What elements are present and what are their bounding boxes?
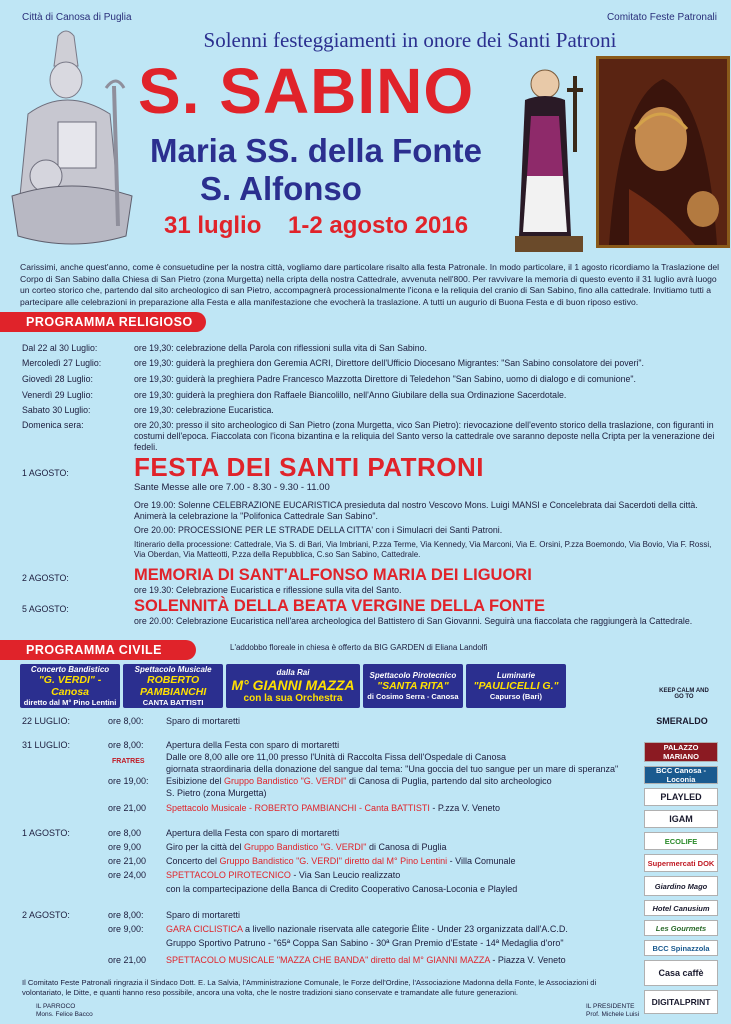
parroco-signature: IL PARROCO Mons. Felice Bacco	[36, 1003, 93, 1018]
sponsor-logo: BCC Spinazzola	[644, 940, 718, 956]
feast-title: FESTA DEI SANTI PATRONI	[134, 452, 484, 482]
poster: Città di Canosa di Puglia Comitato Feste Patronali Solenni festeggiamenti in onore dei Santi Patroni S. SABINO Maria SS. della Fonte S. Alfonso 31 luglio 1-2 agosto 2016 Carissimi, anche quest'anno, come è consuetudine per la nostra città, vogliamo dare particolare risalto alla festa Patronale. In modo particolare, il 1 agosto ricordiamo la Traslazione del Corpo di San Sabino dalla Chiesa di San Pietro (zona Murgetta) nella cripta della nostra Cattedrale, avvenuta nell'800. Per ravvivare la memoria di questo evento il 31 luglio avrà luogo un corteo storico che, partendo dal sito archeologico di san Pietro, accompagnerà processionalmente l'icona e la reliquia del cranio di San Sabino, fino alla cattedrale. Invitiamo tutti a partecipare alle celebrazioni in preparazione alla Festa e alla manifestazione che evocherà la traslazione. A tutti un augurio di Buona Festa e di buon riposo estivo. PROGRAMMA RELIGIOSO Dal 22 al 30 Luglio: ore 19,30: celebrazione della Parola con riflessioni sulla vita di San Sabino. Mercoledì 27 Luglio: ore 19,30: guiderà la preghiera don Geremia ACRI, Direttore dell'Ufficio Diocesano Migrantes: "San Sabino consolatore dei poveri". Giovedì 28 Luglio: ore 19,30: guiderà la preghiera Padre Francesco Mazzotta Direttore di Teledehon "San Sabino, uomo di dialogo e di comunione". Venerdì 29 Luglio: ore 19,30: guiderà la preghiera don Raffaele Biancolillo, nell'Anno Giubilare della sua Ordinazione Sacerdotale. Sabato 30 Luglio: ore 19,30: celebrazione Eucaristica. Domenica sera: ore 20,30: presso il sito archeologico di San Pietro (zona Murgetta, vico San Pietro): rievocazione dell'evento storico della traslazione, con figuranti in costumi dell'epoca. Fiaccolata con l'icona bizantina e la reliquia del Santo verso la cattedrale ove saranno deposte nella Cripta per la venerazione dei fedeli. 1 AGOSTO: FESTA DEI SANTI PATRONI Sante Messe alle ore 7.00 - 8.30 - 9.30 - 11.00 Ore 19.00: Solenne CELEBRAZIONE EUCARISTICA presieduta dal nostro Vescovo Mons. Luigi MANSI e Concelebrata dai Sacerdoti della città. Animerà la celebrazione la "Polifonica Cattedrale San Sabino". Ore 20.00: PROCESSIONE PER LE STRADE DELLA CITTA' con i Simulacri dei Santi Patroni. Itinerario della processione: Cattedrale, Via S. di Bari, Via Imbriani, P.zza Terme, Via Kennedy, Via Marconi, Via E. Orsini, P.zza Boemondo, Via Bovio, Via F. Rossi, Via Oberdan, Via Matteotti, P.zza della Repubblica, C.so San Sabino, Cattedrale. 2 AGOSTO: MEMORIA DI SANT'ALFONSO MARIA DEI LIGUORI ore 19.30: Celebrazione Eucaristica e riflessione sulla vita del Santo. 5 AGOSTO: SOLENNITÀ DELLA BEATA VERGINE DELLA FONTE ore 20.00: Celebrazione Eucaristica nell'area archeologica del Battistero di San Giovanni. Seguirà una fiaccolata che raggiungerà la Cattedrale. PROGRAMMA CIVILE L'addobbo floreale in chiesa è offerto da BIG GARDEN di Eliana Landolfi Concerto Bandistico "G. VERDI" - Canosa diretto dal M° Pino Lentini Spettacolo Musicale ROBERTO PAMBIANCHI CANTA BATTISTI dalla Rai M° GIANNI MAZZA con la sua Orchestra Spettacolo Pirotecnico "SANTA RITA" di Cosimo Serra - Canosa Luminarie "PAULICELLI G." Capurso (Bari) 22 LUGLIO: ore 8,00: Sparo di mortaretti 31 LUGLIO: ore 8,00: Apertura della Festa con sparo di mortaretti Dalle ore 8,00 alle ore 11,00 presso l'Unità di Raccolta Fissa dell'Ospedale di Canosa FRATRES giornata straordinaria della donazione del sangue dal tema: "Una goccia del tuo sangue per un mare di speranza" ore 19,00: Esibizione del Gruppo Bandistico "G. VERDI" di Canosa di Puglia, partendo dal sito archeologico S. Pietro (zona Murgetta) ore 21,00 Spettacolo Musicale - ROBERTO PAMBIANCHI - Canta BATTISTI - P.zza V. Veneto 1 AGOSTO: ore 8,00 Apertura della Festa con sparo di mortaretti ore 9,00 Giro per la città del Gruppo Bandistico "G. VERDI" di Canosa di Puglia ore 21,00 Concerto del Gruppo Bandistico "G. VERDI" diretto dal M° Pino Lentini - Villa Comunale ore 24,00 SPETTACOLO PIROTECNICO - Via San Leucio realizzato con la compartecipazione della Banca di Credito Cooperativo Canosa-Loconia e Playled 2 AGOSTO: ore 8,00: Sparo di mortaretti ore 9,00: GARA CICLISTICA a livello nazionale riservata alle categorie Élite - Under 23 organizzata dall'A.C.D. Gruppo Sportivo Patruno - "65ª Coppa San Sabino - 30ª Gran Premio d'Estate - 14ª Medaglia d'oro" ore 21,00 SPETTACOLO MUSICALE "MAZZA CHE BANDA" diretto dal M° GIANNI MAZZA - Piazza V. Veneto KEEP CALM AND GO TO SMERALDO PALAZZO MARIANO BCC Canosa - Loconia PLAYLED IGAM ECOLIFE Supermercati DOK Giardino Mago Hotel Canusium Les Gourmets BCC Spinazzola Casa caffè DIGITALPRINT Il Comitato Feste Patronali ringrazia il Sindaco Dott. E. La Salvia, l'Amministrazione Comunale, le Forze dell'Ordine, l'Associazione Madonna della Fonte, le Associazioni di volontariato, le Ditte, e quanti hanno reso possibile, ancora una volta, che le nostre tradizioni siano conservate e tramandate alle future generazioni. IL PARROCO Mons. Felice Bacco IL PRESIDENTE Prof. Michele Luisi	[0, 0, 731, 1024]
civil-program-banner: PROGRAMMA CIVILE	[0, 640, 196, 660]
subtitle: Solenni festeggiamenti in onore dei Santi Patroni	[203, 28, 617, 52]
maria-title: Maria SS. della Fonte	[150, 132, 482, 169]
event-card: Spettacolo Pirotecnico "SANTA RITA" di Cosimo Serra - Canosa	[363, 664, 463, 708]
thanks-paragraph: Il Comitato Feste Patronali ringrazia il Sindaco Dott. E. La Salvia, l'Amministrazione Comunale, le Forze dell'Ordine, l'Associazione Madonna della Fonte, le Associazioni di volontariato, le Ditte, e quanti hanno reso possibile, ancora una volta, che le nostre tradizioni siano conservate e tramandate alle future generazioni.	[22, 978, 597, 997]
saint-alfonso-statue-image	[505, 56, 593, 256]
sponsor-logo: Casa caffè	[644, 960, 718, 986]
main-title: S. SABINO	[138, 55, 475, 127]
sponsor-logo: BCC Canosa - Loconia	[644, 766, 718, 784]
sponsor-logo: Supermercati DOK	[644, 854, 718, 872]
sponsor-logo: PALAZZO MARIANO	[644, 742, 718, 762]
sponsor-logo: PLAYLED	[644, 788, 718, 806]
smeraldo-logo: SMERALDO	[656, 716, 708, 726]
committee-name: Comitato Feste Patronali	[606, 12, 717, 23]
event-card: Concerto Bandistico "G. VERDI" - Canosa diretto dal M° Pino Lentini	[20, 664, 120, 708]
event-card: Luminarie "PAULICELLI G." Capurso (Bari)	[466, 664, 566, 708]
date-label: 2 AGOSTO:	[22, 573, 69, 583]
list-item: Dal 22 al 30 Luglio: ore 19,30: celebrazione della Parola con riflessioni sulla vita di San Sabino.	[22, 343, 427, 353]
list-item: Venerdì 29 Luglio: ore 19,30: guiderà la preghiera don Raffaele Biancolillo, nell'Anno Giubilare della sua Ordinazione Sacerdotale.	[22, 390, 567, 400]
madonna-icon-image	[596, 56, 730, 248]
alfonso-memorial-text: ore 19.30: Celebrazione Eucaristica e riflessione sulla vita del Santo.	[134, 585, 402, 595]
floral-note: L'addobbo floreale in chiesa è offerto da BIG GARDEN di Eliana Landolfi	[230, 643, 488, 652]
procession: Ore 20.00: PROCESSIONE PER LE STRADE DELLA CITTA' con i Simulacri dei Santi Patroni.	[134, 525, 503, 535]
religious-program-banner: PROGRAMMA RELIGIOSO	[0, 312, 206, 332]
event-cards	[20, 664, 566, 708]
event-card: dalla Rai M° GIANNI MAZZA con la sua Orchestra	[226, 664, 360, 708]
festival-dates: 31 luglio 1-2 agosto 2016	[164, 212, 469, 239]
sponsor-logo: Hotel Canusium	[644, 900, 718, 916]
procession-route: Itinerario della processione: Cattedrale, Via S. di Bari, Via Imbriani, P.zza Terme, Via Kennedy, Via Marconi, Via E. Orsini, P.zza Boemondo, Via Bovio, Via F. Rossi, Via Oberdan, Via Matteotti, P.zza della Repubblica, C.so San Sabino, Cattedrale.	[134, 540, 712, 559]
alfonso-memorial-title: MEMORIA DI SANT'ALFONSO MARIA DEI LIGUORI	[134, 566, 532, 584]
date-label: 5 AGOSTO:	[22, 604, 69, 614]
virgin-solemnity-title: SOLENNITÀ DELLA BEATA VERGINE DELLA FONTE	[134, 597, 545, 615]
virgin-solemnity-text: ore 20.00: Celebrazione Eucaristica nell'area archeologica del Battistero di San Giovanni. Seguirà una fiaccolata che raggiungerà la Cattedrale.	[134, 616, 693, 626]
masses-times: Sante Messe alle ore 7.00 - 8.30 - 9.30 - 11.00	[134, 482, 330, 493]
keep-calm-logo: KEEP CALM AND GO TO	[659, 688, 709, 700]
sponsor-logo: IGAM	[644, 810, 718, 828]
sponsor-logo: DIGITALPRINT	[644, 990, 718, 1014]
silver-statue-image	[6, 26, 138, 256]
sponsor-logo: Giardino Mago	[644, 876, 718, 896]
list-item: Sabato 30 Luglio: ore 19,30: celebrazione Eucaristica.	[22, 405, 274, 415]
presidente-signature: IL PRESIDENTE Prof. Michele Luisi	[586, 1003, 640, 1018]
fratres-logo: FRATRES	[112, 758, 145, 765]
sponsor-logo: ECOLIFE	[644, 832, 718, 850]
mass-celebration: Ore 19.00: Solenne CELEBRAZIONE EUCARISTICA presieduta dal nostro Vescovo Mons. Luigi MANSI e Concelebrata dai Sacerdoti della città. Animerà la celebrazione la "Polifonica Cattedrale San Sabino".	[134, 500, 698, 521]
list-item: Domenica sera: ore 20,30: presso il sito archeologico di San Pietro (zona Murgetta, vico San Pietro): rievocazione dell'evento storico della traslazione, con figuranti in costumi dell'epoca. Fiaccolata con l'icona bizantina e la reliquia del Santo verso la cattedrale ove saranno deposte nella Cripta per la venerazione dei fedeli.	[22, 420, 715, 452]
event-card: Spettacolo Musicale ROBERTO PAMBIANCHI CANTA BATTISTI	[123, 664, 223, 708]
sponsor-logo: Les Gourmets	[644, 920, 718, 936]
date-label: 1 AGOSTO:	[22, 468, 69, 478]
list-item: Giovedì 28 Luglio: ore 19,30: guiderà la preghiera Padre Francesco Mazzotta Direttore di Teledehon "San Sabino, uomo di dialogo e di comunione".	[22, 374, 636, 384]
intro-paragraph: Carissimi, anche quest'anno, come è consuetudine per la nostra città, vogliamo dare particolare risalto alla festa Patronale. In modo particolare, il 1 agosto ricordiamo la Traslazione del Corpo di San Sabino dalla Chiesa di San Pietro (zona Murgetta) nella cripta della nostra Cattedrale, avvenuta nell'800. Per ravvivare la memoria di questo evento il 31 luglio avrà luogo un corteo storico che, partendo dal sito archeologico di san Pietro, accompagnerà processionalmente l'icona e la reliquia del cranio di San Sabino, fino alla cattedrale. Invitiamo tutti a partecipare alle celebrazioni in preparazione alla Festa e alla manifestazione che evocherà la traslazione. A tutti un augurio di Buona Festa e di buon riposo estivo.	[20, 262, 720, 307]
list-item: Mercoledì 27 Luglio: ore 19,30: guiderà la preghiera don Geremia ACRI, Direttore dell'Ufficio Diocesano Migrantes: "San Sabino consolatore dei poveri".	[22, 358, 644, 368]
alfonso-title: S. Alfonso	[200, 170, 362, 207]
city-name: Città di Canosa di Puglia	[22, 12, 132, 23]
